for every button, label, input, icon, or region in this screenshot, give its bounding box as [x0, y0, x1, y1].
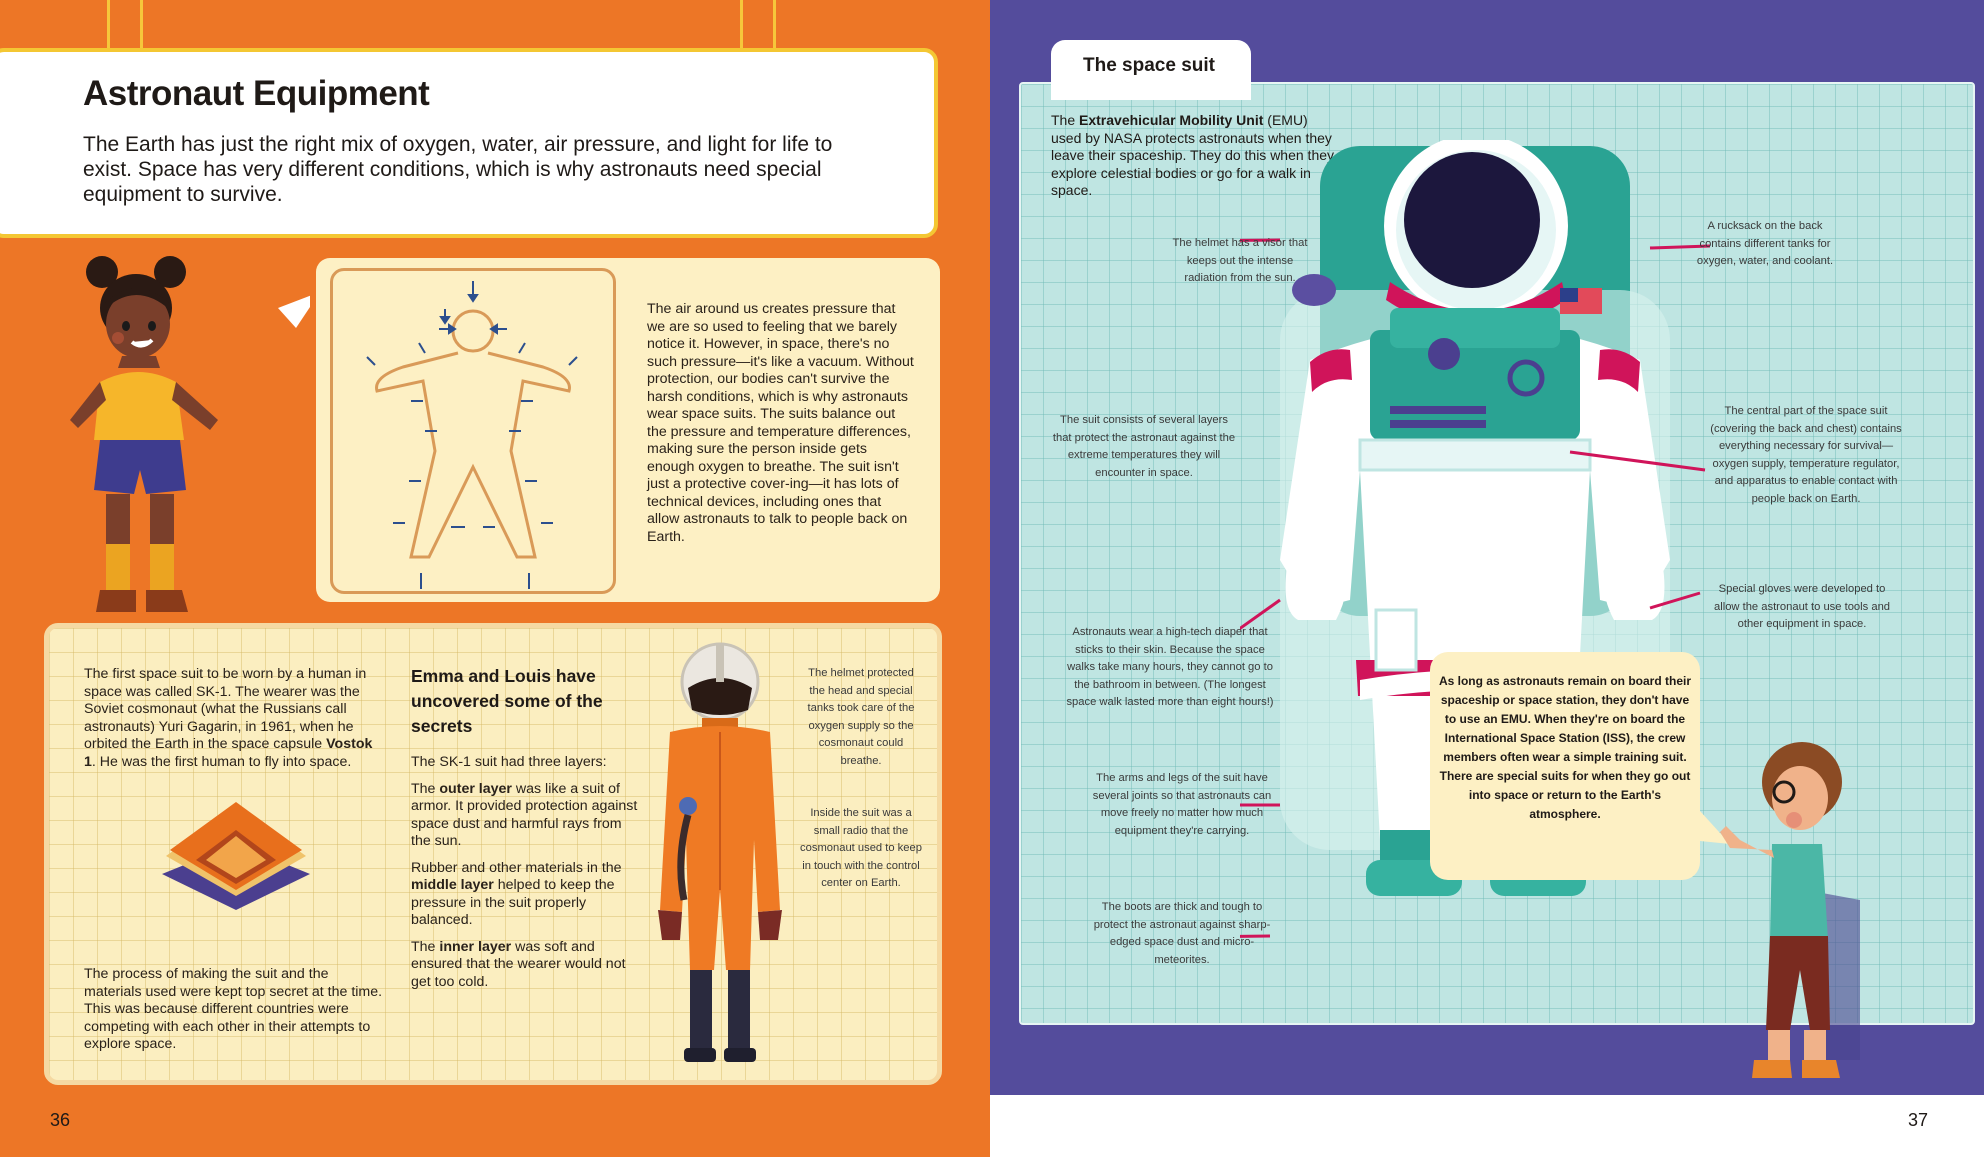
right-page	[990, 0, 1984, 1157]
pressure-text: The air around us creates pressure that we are so used to feeling that we barely notice it. However, in space, there's no such pressure—it's like a vacuum. Without protection, our bodies can't survive the harsh conditions, which is why astronauts wear space suits. The suits balance out the pressure and temperature differences, making sure the person inside gets enough oxygen to breathe. The suit isn't just a protective cover-ing—it has lots of technical devices, including ones that allow astronauts to talk to people back on Earth.	[647, 301, 914, 545]
sk1-intro: The first space suit to be worn by a human in space was called SK-1. The wearer was the Soviet cosmonaut (what the Russians call astronauts) Yuri Gagarin, in 1961, when he orbited the Earth in the space capsule Vostok 1. He was the first human to fly into space.	[84, 666, 373, 770]
pressure-arrow-icon	[367, 281, 577, 589]
intro-text: The Earth has just the right mix of oxygen, water, air pressure, and light for life to exist. Space has very different conditions, which is why astronauts need special equipment to survive.	[83, 133, 833, 206]
girl-illustration	[60, 250, 310, 630]
secret-text: The process of making the suit and the materials used were kept top secret at the time. This was because different countries were competing with each other in their attempts to explore space.	[84, 966, 383, 1052]
section-tab-label: The space suit	[1083, 55, 1215, 76]
layers-list	[411, 754, 641, 1000]
suit-layers-illustration	[160, 800, 312, 912]
helmet-note: The helmet protected the head and special tanks took care of the oxygen supply so the cosmonaut could breathe.	[807, 667, 915, 767]
cosmonaut-illustration	[640, 640, 800, 1080]
callout-central: The central part of the space suit (covering the back and chest) contains everything necessary for survival—oxygen supply, temperature regulator, and apparatus to enable contact with people back on Earth.	[1710, 405, 1902, 505]
outer-layer-text: The outer layer was like a suit of armor. It provided protection against space dust and harmful rays from the sun.	[411, 780, 638, 849]
callout-boots: The boots are thick and tough to protect the astronaut against sharp-edged space dust and micro-meteorites.	[1093, 901, 1271, 966]
left-page	[0, 0, 990, 1157]
callout-layers: The suit consists of several layers that protect the astronaut against the extreme temperatures they will encounter in space.	[1052, 414, 1236, 479]
hanging-line	[773, 0, 776, 48]
callout-gloves: Special gloves were developed to allow the astronaut to use tools and other equipment in space.	[1714, 583, 1891, 630]
page-number-right: 37	[1908, 1110, 1929, 1130]
speech-text: As long as astronauts remain on board their spaceship or space station, they don't have to use an EMU. When they're on board the International Space Station (ISS), the crew members often wear a simple training suit. There are special suits for when they go out into space or return to the Earth's atmosphere.	[1438, 674, 1692, 821]
callout-rucksack: A rucksack on the back contains different tanks for oxygen, water, and coolant.	[1696, 220, 1834, 267]
hanging-line	[107, 0, 110, 48]
emma-heading: Emma and Louis have uncovered some of the secrets	[411, 666, 603, 736]
hanging-line	[740, 0, 743, 48]
vostok-label: Vostok 1	[84, 736, 373, 770]
page-title: Astronaut Equipment	[83, 74, 430, 113]
pressure-diagram	[333, 271, 613, 591]
callout-joints: The arms and legs of the suit have several joints so that astronauts can move freely no matter how much equipment they're carrying.	[1092, 772, 1272, 837]
radio-note: Inside the suit was a small radio that the cosmonaut used to keep in touch with the control center on Earth.	[800, 807, 922, 889]
layers-intro: The SK-1 suit had three layers:	[411, 754, 607, 770]
emu-intro: The Extravehicular Mobility Unit (EMU) used by NASA protects astronauts when they leave their spaceship. They do this when they explore celestial bodies or go for a walk in space.	[1051, 112, 1335, 198]
page-number-left: 36	[50, 1110, 71, 1130]
pressure-figure	[330, 268, 616, 594]
callout-diaper: Astronauts wear a high-tech diaper that sticks to their skin. Because the space walks take many hours, they cannot go to the bathroom in between. (The longest space walk lasted more than eight hours!)	[1066, 626, 1274, 708]
boy-illustration	[1710, 730, 1870, 1100]
inner-layer-text: The inner layer was soft and ensured that the wearer would not get too cold.	[411, 938, 626, 990]
hanging-line	[140, 0, 143, 48]
callout-helmet: The helmet has a visor that keeps out the intense radiation from the sun.	[1172, 237, 1308, 284]
middle-layer-text: Rubber and other materials in the middle layer helped to keep the pressure in the suit properly balanced.	[411, 859, 622, 928]
